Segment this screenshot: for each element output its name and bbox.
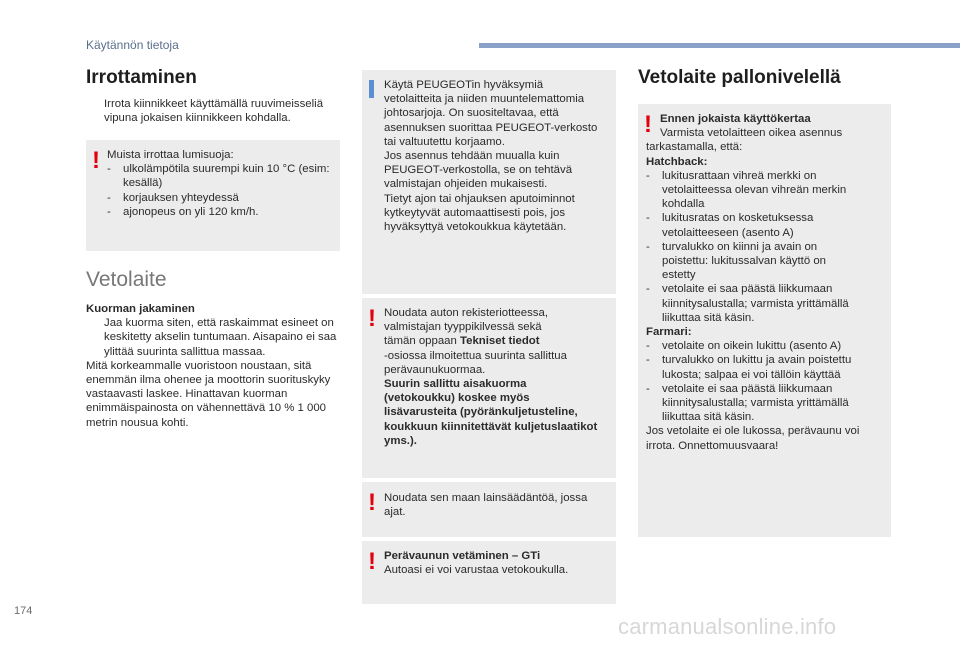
- warning-icon: !: [92, 147, 100, 174]
- warning-intro: Muista irrottaa lumisuoja:: [107, 149, 234, 161]
- gti-text: Autoasi ei voi varustaa vetokoukulla.: [384, 564, 569, 577]
- farmari-label: Farmari:: [646, 326, 692, 339]
- warning-icon: !: [644, 111, 652, 138]
- section-header: Käytännön tietoja: [86, 38, 179, 52]
- info-icon: [369, 80, 374, 98]
- gti-title: Perävaunun vetäminen – GTi: [384, 550, 541, 562]
- watermark: carmanualsonline.info: [618, 614, 837, 639]
- header-bar: [479, 43, 960, 48]
- gti-warning-box: [362, 541, 616, 604]
- vetolaite-body: [86, 302, 342, 430]
- warning-item: ulkolämpötila suurempi kuin 10 °C (esim: kesällä): [123, 163, 330, 190]
- pallonivel-warning-box: ! Ennen jokaista käyttökertaa Varmista vetolaitteen oikea asennus tarkastamalla, että: Hatchback: - lukitusrattaan vihreä merkki on vetolaitteessa olevan vihreän merkin kohdalla - lukitusratas on kosketuksessa vetolaitteeseen (asento A) - turvalukko on kiinni ja avain on poistettu: lukitussalvan käyttö on estetty - vetolaite ei saa päästä liikkumaan kiinnitysalustalla; varmista yrittämällä liikuttaa sitä käsin. Farmari: - vetolaite on oikein lukittu (asento A) - turvalukko on lukittu ja avain poistettu lukosta; salpaa ei voi tällöin käyttää - vetolaite ei saa päästä liikkumaan kiinnitysalustalla; varmista yrittämällä liikuttaa sitä käsin. Jos vetolaite ei ole lukossa, perävaunu voi irrota. Onnettomuusvaara!: [638, 104, 891, 537]
- vetolaite-title: Vetolaite: [86, 268, 167, 291]
- warning-icon: !: [368, 548, 376, 575]
- altitude-paragraph: Mitä korkeammalle vuoristoon noustaan, sitä enemmän ilma ohenee ja moottorin suorituskyky vastaavasti laskee. Hinattavan kuorman enimmäispainosta on vähennettävä 10 % 1 000 metrin nousua kohti.: [86, 359, 331, 429]
- irrottaminen-text: Irrota kiinnikkeet käyttämällä ruuvimeisseliä vipuna jokaisen kiinnikkeen kohdalla.: [104, 98, 324, 125]
- warning-icon: !: [368, 305, 376, 332]
- registry-warning-box: ! Noudata auton rekisteriotteessa, valmistajan tyyppikilvessä sekä tämän oppaan Tekniset tiedot -osiossa ilmoitettua suurinta sallittua perävaunukuormaa. Suurin sallittu aisakuorma (vetokoukku) koskee myös lisävarusteita (pyöränkuljetusteline, koukkuun kiinnitettävät kuljetuslaatikot yms.).: [362, 298, 616, 478]
- before-use-title: Ennen jokaista käyttökertaa: [660, 113, 811, 125]
- page-number: 174: [14, 605, 33, 617]
- kuorman-subhead: Kuorman jakaminen: [86, 303, 195, 315]
- lumisuoja-warning-box: ! Muista irrottaa lumisuoja: - ulkolämpötila suurempi kuin 10 °C (esim: kesällä) - korjauksen yhteydessä - ajonopeus on yli 120 km/h.: [86, 140, 340, 251]
- warning-item: korjauksen yhteydessä: [123, 191, 239, 204]
- warning-icon: !: [368, 489, 376, 516]
- kuorman-bullet: Jaa kuorma siten, että raskaimmat esineet on keskitetty akselin tuntumaan. Aisapaino ei saa ylittää suurinta sallittua massaa.: [104, 317, 337, 358]
- warning-item: ajonopeus on yli 120 km/h.: [123, 205, 259, 218]
- irrottaminen-title: Irrottaminen: [86, 67, 197, 88]
- irrottaminen-bullet: [86, 97, 340, 125]
- pallonivel-title: Vetolaite pallonivelellä: [638, 67, 841, 88]
- peugeot-info-box: Käytä PEUGEOTin hyväksymiä vetolaitteita ja niiden muuntelemattomia johtosarjoja. On suositeltavaa, että asennuksen suorittaa PEUGEOT-verkosto tai valtuutettu korjaamo. Jos asennus tehdään muualla kuin PEUGEOT-verkostolla, se on tehtävä valmistajan ohjeiden mukaisesti. Tietyt ajon tai ohjauksen aputoiminnot kytkeytyvät automaattisesti pois, jos hyväksyttyä vetokoukkua käytetään.: [362, 70, 616, 294]
- laws-warning-box: ! Noudata sen maan lainsäädäntöä, jossa ajat.: [362, 482, 616, 537]
- hatchback-label: Hatchback:: [646, 155, 708, 168]
